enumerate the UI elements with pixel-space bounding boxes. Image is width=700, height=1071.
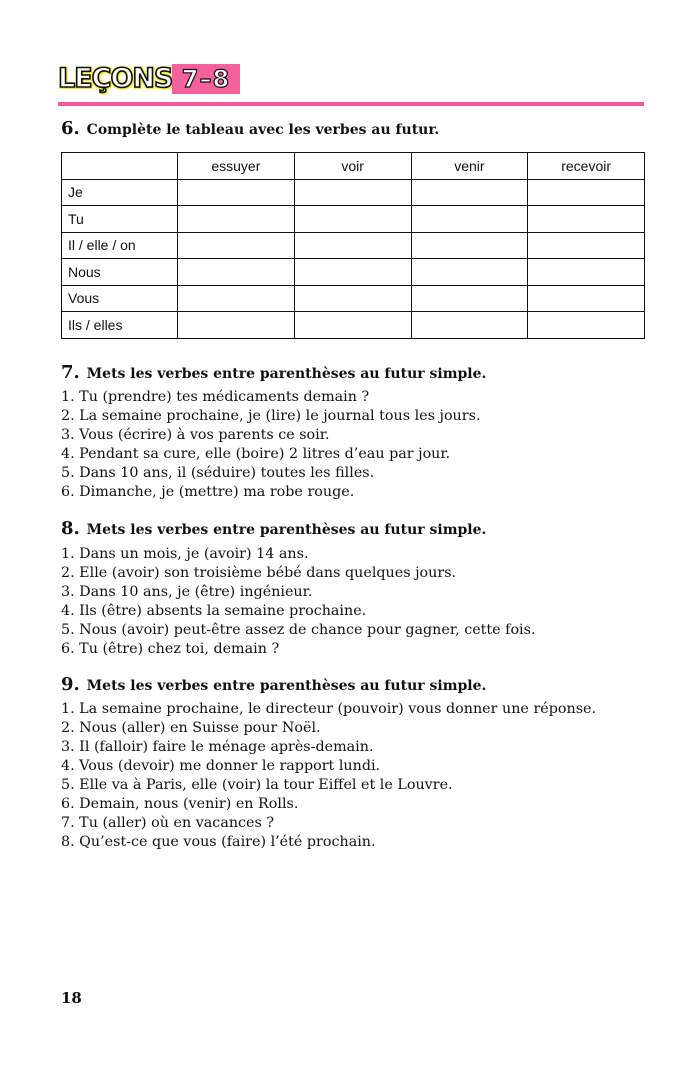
list-item: 2. La semaine prochaine, je (lire) le journal tous les jours. <box>61 408 481 424</box>
answer-cell[interactable] <box>178 179 295 206</box>
table-corner-cell <box>62 153 178 180</box>
pronoun-cell: Je <box>62 179 178 206</box>
pronoun-cell: Ils / elles <box>62 312 178 339</box>
verb-header: recevoir <box>528 153 645 180</box>
list-item: 3. Dans 10 ans, je (être) ingénieur. <box>61 584 313 600</box>
pronoun-cell: Nous <box>62 259 178 286</box>
list-item: 6. Demain, nous (venir) en Rolls. <box>61 796 299 812</box>
answer-cell[interactable] <box>294 179 411 206</box>
answer-cell[interactable] <box>294 312 411 339</box>
answer-cell[interactable] <box>411 312 528 339</box>
list-item: 7. Tu (aller) où en vacances ? <box>61 815 275 831</box>
pronoun-cell: Vous <box>62 285 178 312</box>
answer-cell[interactable] <box>528 312 645 339</box>
table-row <box>62 312 645 339</box>
list-item: 4. Ils (être) absents la semaine prochaine. <box>61 603 367 619</box>
header-rule <box>58 102 644 106</box>
verb-header: voir <box>294 153 411 180</box>
exercise-7-instruction: Mets les verbes entre parenthèses au futur simple. <box>86 366 487 382</box>
list-item: 4. Pendant sa cure, elle (boire) 2 litres d’eau par jour. <box>61 446 451 462</box>
answer-cell[interactable] <box>411 285 528 312</box>
table-row <box>62 232 645 259</box>
list-item: 2. Elle (avoir) son troisième bébé dans quelques jours. <box>61 565 457 581</box>
list-item: 5. Dans 10 ans, il (séduire) toutes les filles. <box>61 465 375 481</box>
list-item: 3. Vous (écrire) à vos parents ce soir. <box>61 427 330 443</box>
exercise-9-instruction: Mets les verbes entre parenthèses au futur simple. <box>86 678 487 694</box>
answer-cell[interactable] <box>528 232 645 259</box>
table-row <box>62 285 645 312</box>
list-item: 1. Tu (prendre) tes médicaments demain ? <box>61 389 370 405</box>
pronoun-cell: Il / elle / on <box>62 232 178 259</box>
exercise-6-title <box>61 118 439 139</box>
list-item: 5. Nous (avoir) peut-être assez de chance pour gagner, cette fois. <box>61 622 536 638</box>
exercise-7-list <box>61 388 480 502</box>
exercise-9-list <box>61 700 596 852</box>
answer-cell[interactable] <box>411 232 528 259</box>
verb-header: essuyer <box>178 153 295 180</box>
exercise-8-instruction: Mets les verbes entre parenthèses au futur simple. <box>86 522 487 538</box>
list-item: 4. Vous (devoir) me donner le rapport lundi. <box>61 758 381 774</box>
table-header-row <box>62 153 645 180</box>
answer-cell[interactable] <box>294 285 411 312</box>
exercise-7-number: 7. <box>61 362 80 383</box>
list-item: 2. Nous (aller) en Suisse pour Noël. <box>61 720 321 736</box>
exercise-8-title <box>61 518 486 539</box>
exercise-8-list <box>61 545 536 659</box>
table-row <box>62 179 645 206</box>
list-item: 6. Tu (être) chez toi, demain ? <box>61 641 280 657</box>
answer-cell[interactable] <box>178 206 295 233</box>
answer-cell[interactable] <box>178 312 295 339</box>
verb-header: venir <box>411 153 528 180</box>
exercise-6-number: 6. <box>61 118 80 139</box>
exercise-7-title <box>61 362 486 383</box>
list-item: 6. Dimanche, je (mettre) ma robe rouge. <box>61 484 355 500</box>
exercise-6-instruction: Complète le tableau avec les verbes au futur. <box>86 122 440 138</box>
list-item: 1. Dans un mois, je (avoir) 14 ans. <box>61 546 309 562</box>
answer-cell[interactable] <box>178 259 295 286</box>
answer-cell[interactable] <box>294 206 411 233</box>
list-item: 8. Qu’est-ce que vous (faire) l’été prochain. <box>61 834 376 850</box>
table-row <box>62 259 645 286</box>
lessons-range-badge: 7–8 <box>172 64 240 94</box>
table-row <box>62 206 645 233</box>
answer-cell[interactable] <box>411 206 528 233</box>
answer-cell[interactable] <box>528 259 645 286</box>
exercise-9-number: 9. <box>61 674 80 695</box>
answer-cell[interactable] <box>294 259 411 286</box>
answer-cell[interactable] <box>528 206 645 233</box>
answer-cell[interactable] <box>178 232 295 259</box>
list-item: 5. Elle va à Paris, elle (voir) la tour Eiffel et le Louvre. <box>61 777 453 793</box>
pronoun-cell: Tu <box>62 206 178 233</box>
answer-cell[interactable] <box>411 179 528 206</box>
exercise-8-number: 8. <box>61 518 80 539</box>
answer-cell[interactable] <box>528 285 645 312</box>
list-item: 3. Il (falloir) faire le ménage après-demain. <box>61 739 374 755</box>
exercise-9-title <box>61 674 486 695</box>
answer-cell[interactable] <box>294 232 411 259</box>
answer-cell[interactable] <box>528 179 645 206</box>
answer-cell[interactable] <box>411 259 528 286</box>
answer-cell[interactable] <box>178 285 295 312</box>
conjugation-table <box>61 152 645 339</box>
lessons-label: LEÇONS <box>58 63 173 94</box>
list-item: 1. La semaine prochaine, le directeur (pouvoir) vous donner une réponse. <box>61 701 597 717</box>
page-number: 18 <box>61 989 82 1007</box>
